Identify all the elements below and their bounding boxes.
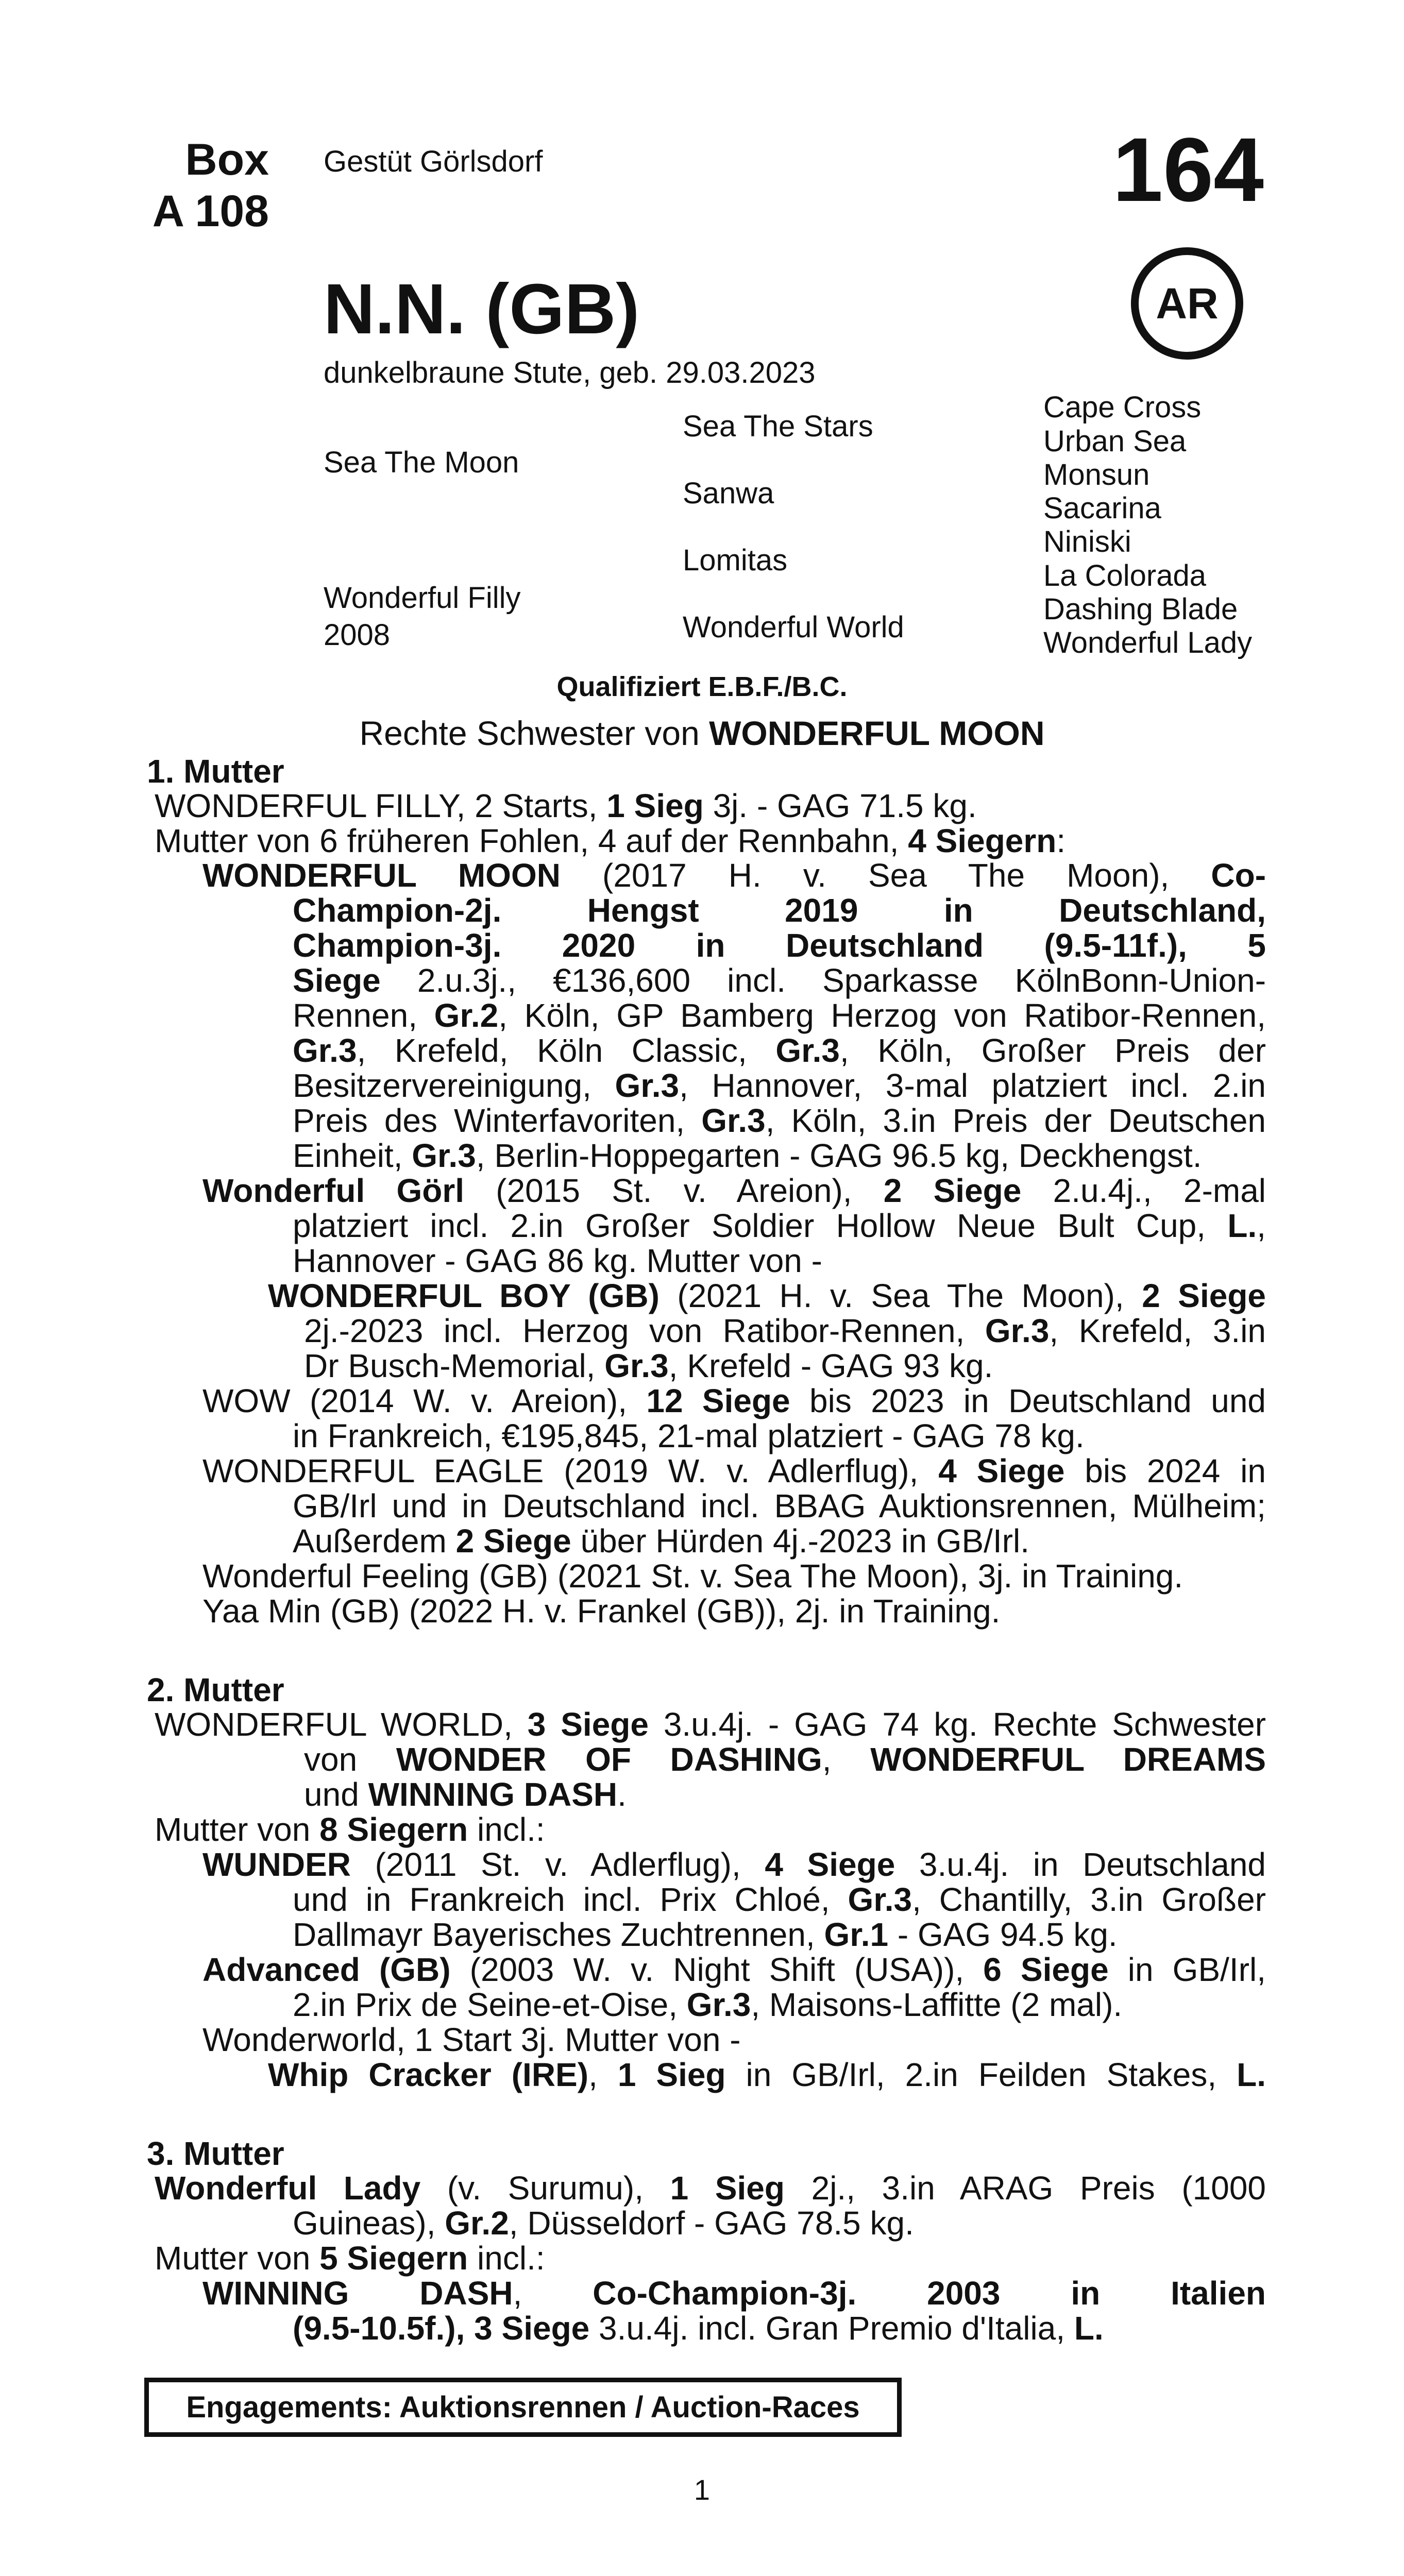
produce-winning-dash: WINNING DASH, Co-Champion-3j. 2003 in Italien (9.5-10.5f.), 3 Siege 3.u.4j. incl. Gran Premio d'Italia, L. (202, 2275, 1266, 2347)
pedigree-great-grandparent: Cape Cross (1043, 391, 1202, 424)
box-line-2: A 108 (152, 187, 269, 236)
pedigree-great-grandparent: Monsun (1043, 458, 1150, 492)
sister-name: WONDERFUL MOON (709, 714, 1045, 752)
produce-yaa-min: Yaa Min (GB) (2022 H. v. Frankel (GB)), 2j. in Training. (202, 1592, 1001, 1630)
qualification-text: Qualifiziert E.B.F./B.C. (556, 671, 848, 702)
lot-number: 164 (1112, 120, 1264, 221)
produce-wonderful-boy: WONDERFUL BOY (GB) (2021 H. v. Sea The Moon), 2 Siege 2j.-2023 incl. Herzog von Ratibor-Rennen, Gr.3, Krefeld, 3.in Dr Busch-Memorial, Gr.3, Krefeld - GAG 93 kg. (268, 1277, 1266, 1384)
granddam-record: WONDERFUL WORLD, 3 Siege 3.u.4j. - GAG 74 kg. Rechte Schwester von WONDER OF DASHING, WONDERFUL DREAMS und WINNING DASH. (155, 1706, 1266, 1813)
great-granddam-record: Wonderful Lady (v. Surumu), 1 Sieg 2j., 3.in ARAG Preis (1000 Guineas), Gr.2, Düsseldorf - GAG 78.5 kg. (155, 2170, 1266, 2242)
box-label (129, 134, 269, 237)
pedigree-grandparent: Wonderful World (683, 611, 904, 644)
dam-produce-summary: Mutter von 6 früheren Fohlen, 4 auf der Rennbahn, 4 Siegern: (155, 822, 1066, 859)
pedigree-great-grandparent: Sacarina (1043, 492, 1161, 525)
engagements-box (144, 2378, 902, 2437)
produce-wonderful-gorl: Wonderful Görl (2015 St. v. Areion), 2 Siege 2.u.4j., 2-mal platziert incl. 2.in Großer Soldier Hollow Neue Bult Cup, L., Hannover - GAG 86 kg. Mutter von - (202, 1172, 1266, 1279)
produce-wonderworld: Wonderworld, 1 Start 3j. Mutter von - (202, 2021, 741, 2058)
box-line-1: Box (185, 135, 269, 184)
dam-record: WONDERFUL FILLY, 2 Starts, 1 Sieg 3j. - GAG 71.5 kg. (155, 787, 977, 824)
granddam-produce-summary: Mutter von 8 Siegern incl.: (155, 1811, 545, 1848)
ar-badge-label: AR (1156, 279, 1219, 328)
sister-prefix: Rechte Schwester von (359, 714, 700, 752)
produce-advanced: Advanced (GB) (2003 W. v. Night Shift (USA)), 6 Siege in GB/Irl, 2.in Prix de Seine-et-Oise, Gr.3, Maisons-Laffitte (2 mal). (202, 1951, 1266, 2023)
page-number: 1 (693, 2473, 711, 2506)
pedigree-dam-year: 2008 (324, 618, 391, 652)
horse-description: dunkelbraune Stute, geb. 29.03.2023 (324, 356, 816, 389)
horse-name: N.N. (GB) (324, 269, 640, 349)
pedigree-grandparent: Sea The Stars (683, 410, 873, 443)
pedigree-great-grandparent: Dashing Blade (1043, 592, 1238, 626)
produce-wonderful-feeling: Wonderful Feeling (GB) (2021 St. v. Sea The Moon), 3j. in Training. (202, 1557, 1183, 1595)
great-granddam-produce-summary: Mutter von 5 Siegern incl.: (155, 2240, 545, 2277)
section-heading-2: 2. Mutter (147, 1671, 284, 1708)
pedigree-great-grandparent: Urban Sea (1043, 425, 1187, 458)
produce-wonderful-eagle: WONDERFUL EAGLE (2019 W. v. Adlerflug), 4 Siege bis 2024 in GB/Irl und in Deutschland incl. BBAG Auktionsrennen, Mülheim; Außerdem 2 Siege über Hürden 4j.-2023 in GB/Irl. (202, 1452, 1266, 1560)
pedigree-dam: Wonderful Filly (324, 581, 521, 615)
section-heading-1: 1. Mutter (147, 753, 284, 790)
pedigree-sire: Sea The Moon (324, 446, 519, 479)
pedigree-grandparent: Lomitas (683, 544, 788, 577)
qualification (0, 671, 1404, 703)
pedigree-grandparent: Sanwa (683, 477, 774, 510)
pedigree-great-grandparent: La Colorada (1043, 559, 1206, 592)
sister-line (0, 714, 1404, 753)
pedigree-great-grandparent: Niniski (1043, 525, 1131, 558)
stud-name: Gestüt Görlsdorf (324, 145, 543, 178)
engagements-text: Engagements: Auktionsrennen / Auction-Races (186, 2391, 860, 2424)
produce-whip-cracker: Whip Cracker (IRE), 1 Sieg in GB/Irl, 2.in Feilden Stakes, L. (268, 2056, 1266, 2093)
pedigree-great-grandparent: Wonderful Lady (1043, 626, 1253, 659)
produce-wunder: WUNDER (2011 St. v. Adlerflug), 4 Siege 3.u.4j. in Deutschland und in Frankreich incl. Prix Chloé, Gr.3, Chantilly, 3.in Großer Dallmayr Bayerisches Zuchtrennen, Gr.1 - GAG 94.5 kg. (202, 1846, 1266, 1953)
ar-badge (1131, 247, 1243, 360)
produce-wow: WOW (2014 W. v. Areion), 12 Siege bis 2023 in Deutschland und in Frankreich, €195,845, 21-mal platziert - GAG 78 kg. (202, 1382, 1266, 1454)
produce-wonderful-moon: WONDERFUL MOON (2017 H. v. Sea The Moon), Co- Champion-2j. Hengst 2019 in Deutschland, Champion-3j. 2020 in Deutschland (9.5-11f.), 5 Siege 2.u.3j., €136,600 incl. Sparkasse KölnBonn-Union- Rennen, Gr.2, Köln, GP Bamberg Herzog von Ratibor-Rennen, Gr.3, Krefeld, Köln Classic, Gr.3, Köln, Großer Preis der Besitzervereinigung, Gr.3, Hannover, 3-mal platziert incl. 2.in Preis des Winterfavoriten, Gr.3, Köln, 3.in Preis der Deutschen Einheit, Gr.3, Berlin-Hoppegarten - GAG 96.5 kg, Deckhengst. (202, 857, 1266, 1174)
section-heading-3: 3. Mutter (147, 2135, 284, 2172)
